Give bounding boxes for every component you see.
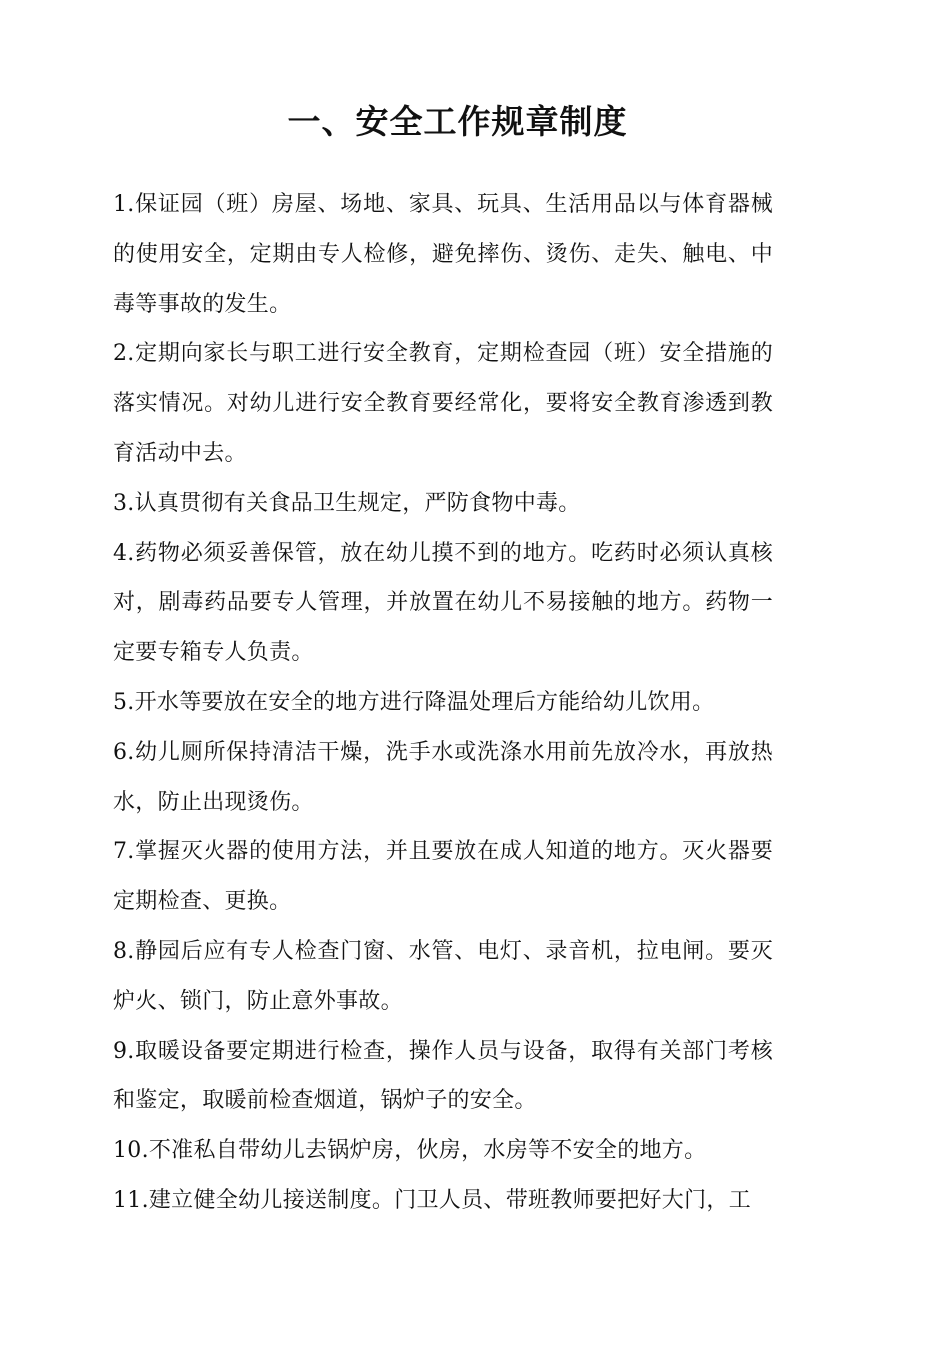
regulation-item-4: 4.药物必须妥善保管，放在幼儿摸不到的地方。吃药时必须认真核对，剧毒药品要专人管理，并放置在幼儿不易接触的地方。药物一定要专箱专人负责。	[113, 540, 773, 666]
regulation-list	[113, 180, 773, 1226]
regulation-item-8: 8.静园后应有专人检查门窗、水管、电灯、录音机，拉电闸。要灭炉火、锁门，防止意外事故。	[113, 938, 773, 1014]
regulation-item-2: 2.定期向家长与职工进行安全教育，定期检查园（班）安全措施的落实情况。对幼儿进行安全教育要经常化，要将安全教育渗透到教育活动中去。	[113, 341, 773, 466]
regulation-item-11: 11.建立健全幼儿接送制度。门卫人员、带班教师要把好大门，工	[113, 1187, 751, 1213]
regulation-item-3: 3.认真贯彻有关食品卫生规定，严防食物中毒。	[113, 490, 581, 516]
page-title: 一、安全工作规章制度	[287, 102, 628, 141]
regulation-item-9: 9.取暖设备要定期进行检查，操作人员与设备，取得有关部门考核和鉴定，取暖前检查烟道，锅炉子的安全。	[113, 1038, 773, 1114]
regulation-item-6: 6.幼儿厕所保持清洁干燥，洗手水或洗涤水用前先放冷水，再放热水，防止出现烫伤。	[113, 739, 773, 815]
regulation-item-7: 7.掌握灭火器的使用方法，并且要放在成人知道的地方。灭火器要定期检查、更换。	[113, 839, 773, 915]
regulation-item-10: 10.不准私自带幼儿去锅炉房，伙房，水房等不安全的地方。	[113, 1138, 707, 1164]
regulation-item-5: 5.开水等要放在安全的地方进行降温处理后方能给幼儿饮用。	[113, 689, 715, 715]
regulation-item-1: 1.保证园（班）房屋、场地、家具、玩具、生活用品以与体育器械的使用安全，定期由专人检修，避免摔伤、烫伤、走失、触电、中毒等事故的发生。	[113, 192, 773, 317]
